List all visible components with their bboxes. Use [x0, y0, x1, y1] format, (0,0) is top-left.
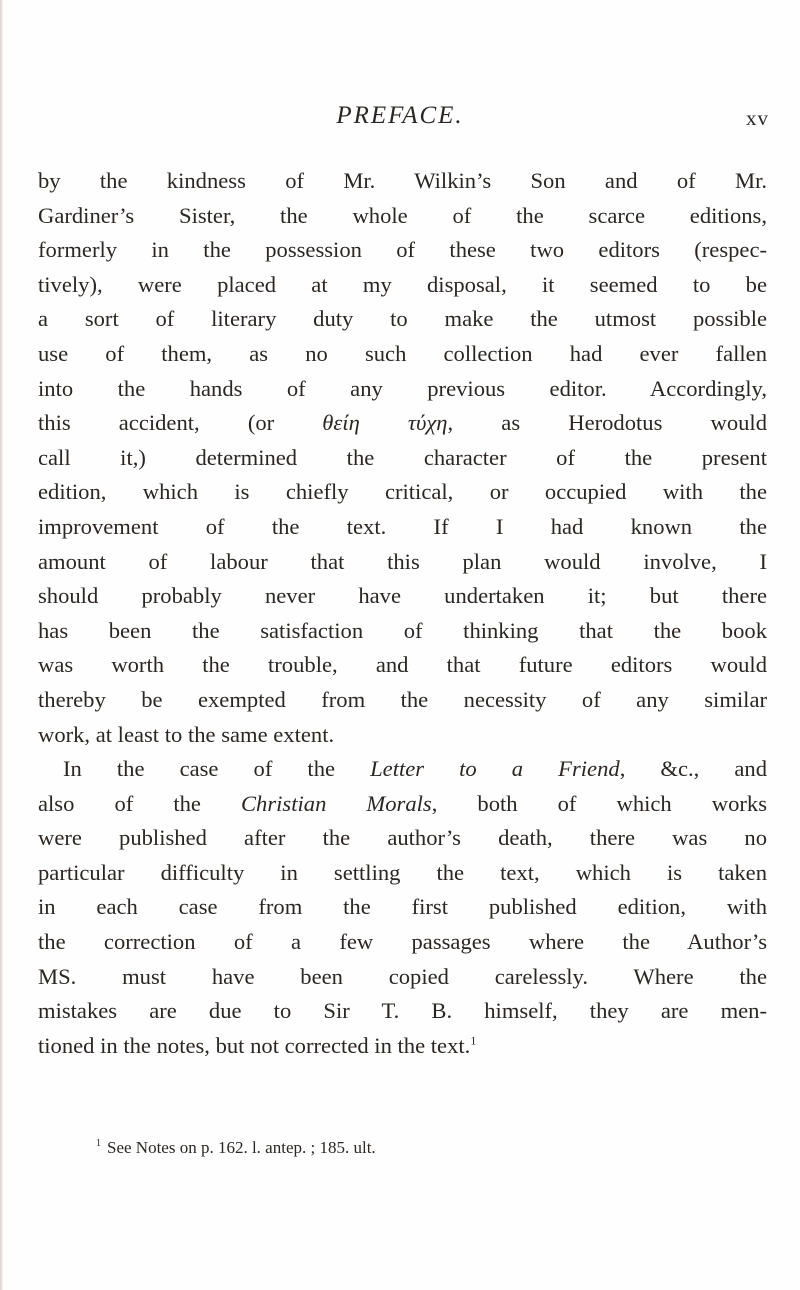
text-line: tively), were placed at my disposal, it seemed to be [38, 271, 767, 297]
text-line: work, at least to the same extent. [38, 721, 335, 747]
text-line: Gardiner’s Sister, the whole of the scarce editions, [38, 202, 767, 228]
line-fragment: In the case of the [63, 756, 371, 782]
line-fragment: also of the [38, 790, 241, 816]
line-fragment: , &c., and [619, 756, 768, 782]
page-edge-shadow [0, 0, 3, 1290]
body-text [38, 164, 767, 1063]
text-line [38, 787, 767, 822]
text-line: a sort of literary duty to make the utmost possible [38, 306, 767, 332]
text-line: edition, which is chiefly critical, or occupied with the [38, 479, 767, 505]
text-line: formerly in the possession of these two editors (respec- [38, 237, 767, 263]
text-line: improvement of the text. If I had known the [38, 513, 767, 539]
line-fragment: this accident, (or [38, 410, 323, 436]
text-line: particular difficulty in settling the text, which is taken [38, 859, 767, 885]
text-line: has been the satisfaction of thinking that the book [38, 617, 767, 643]
text-line-greek [38, 406, 767, 441]
footnote-reference: 1 [470, 1033, 477, 1048]
page-number: xv [746, 106, 769, 130]
footnote-text: See Notes on p. 162. l. antep. ; 185. ult. [107, 1138, 376, 1157]
text-line: the correction of a few passages where the Author’s [38, 929, 767, 955]
work-title: Christian Morals [240, 790, 432, 816]
line-fragment: tioned in the notes, but not corrected in the text. [38, 1032, 471, 1058]
line-fragment: , both of which works [431, 790, 767, 816]
text-line-paragraph-start [38, 752, 767, 787]
text-line: MS. must have been copied carelessly. Where the [38, 963, 767, 989]
page-header [0, 100, 800, 140]
text-line [38, 1029, 767, 1064]
text-line: was worth the trouble, and that future editors would [38, 652, 767, 678]
text-line: into the hands of any previous editor. Accordingly, [38, 375, 767, 401]
text-line: mistakes are due to Sir T. B. himself, they are men- [38, 998, 767, 1024]
text-line: call it,) determined the character of the present [38, 444, 767, 470]
text-line: in each case from the first published edition, with [38, 894, 767, 920]
text-line: amount of labour that this plan would involve, I [38, 548, 767, 574]
text-line: were published after the author’s death, there was no [38, 825, 767, 851]
text-line: thereby be exempted from the necessity of any similar [38, 686, 767, 712]
line-fragment: , as Herodotus would [447, 410, 768, 436]
text-line: by the kindness of Mr. Wilkin’s Son and of Mr. [38, 168, 767, 193]
footnote [96, 1136, 776, 1160]
running-head: PREFACE. [336, 102, 464, 129]
text-line: should probably never have undertaken it; but there [38, 583, 767, 609]
work-title: Letter to a Friend [370, 756, 620, 782]
greek-phrase: θείη τύχη [322, 410, 448, 436]
footnote-mark: 1 [96, 1138, 101, 1150]
text-line: use of them, as no such collection had ever fallen [38, 340, 767, 366]
